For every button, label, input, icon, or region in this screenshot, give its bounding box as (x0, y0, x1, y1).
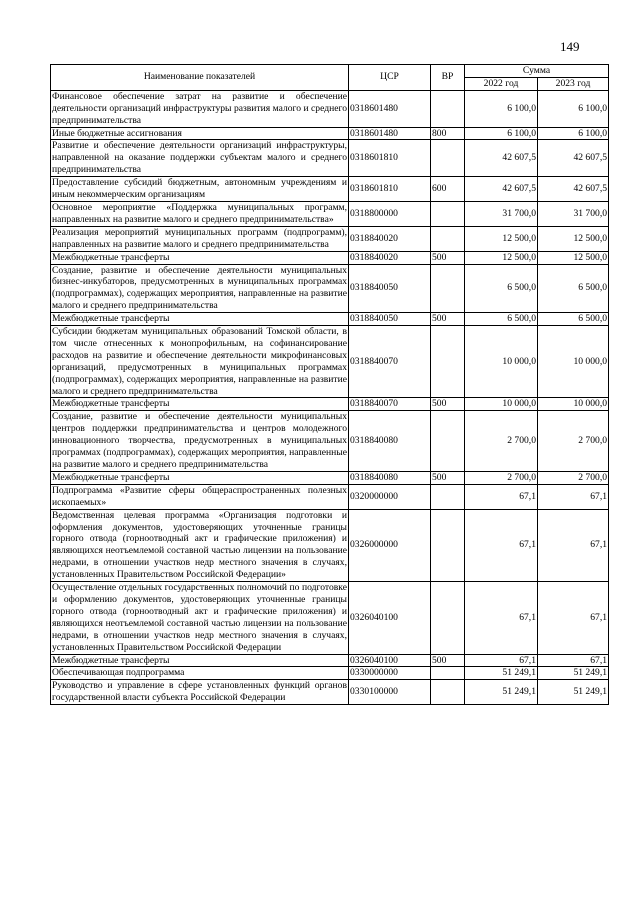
table-row (51, 398, 609, 411)
row-vr-cell: 500 (431, 313, 465, 326)
table-row (51, 177, 609, 202)
row-2022-cell: 6 500,0 (465, 264, 538, 313)
row-2022-cell: 6 500,0 (465, 313, 538, 326)
row-vr-cell (431, 90, 465, 127)
row-vr-cell: 800 (431, 127, 465, 140)
row-2022-cell: 51 249,1 (465, 680, 538, 705)
header-vr: ВР (431, 65, 465, 91)
row-csr-cell: 0330100000 (349, 680, 431, 705)
row-csr-cell: 0318840080 (349, 471, 431, 484)
row-csr-cell: 0326000000 (349, 509, 431, 581)
row-csr-cell: 0318601810 (349, 177, 431, 202)
row-2022-cell: 2 700,0 (465, 411, 538, 472)
row-name-cell: Финансовое обеспечение затрат на развитие и обеспечение деятельности организаций инфраструктуры развития малого и среднего предпринимательства (52, 90, 347, 126)
row-name-cell: Межбюджетные трансферты (51, 251, 349, 264)
row-2023-cell: 10 000,0 (538, 326, 609, 398)
table-row (51, 90, 609, 127)
row-csr-cell: 0320000000 (349, 484, 431, 509)
row-vr-cell: 600 (431, 177, 465, 202)
row-2022-cell: 6 100,0 (465, 90, 538, 127)
table-row (51, 326, 609, 398)
row-2023-cell: 2 700,0 (538, 411, 609, 472)
row-vr-cell: 500 (431, 398, 465, 411)
row-vr-cell (431, 226, 465, 251)
row-csr-cell: 0318840020 (349, 251, 431, 264)
row-vr-cell (431, 201, 465, 226)
table-row (51, 127, 609, 140)
table-row (51, 484, 609, 509)
row-2023-cell: 12 500,0 (538, 251, 609, 264)
table-row (51, 226, 609, 251)
row-2022-cell: 12 500,0 (465, 251, 538, 264)
row-name-cell: Предоставление субсидий бюджетным, автономным учреждениям и иным некоммерческим организациям (52, 177, 347, 201)
row-name-cell: Реализация мероприятий муниципальных программ (подпрограмм), направленных на развитие малого и среднего предпринимательства (52, 226, 347, 250)
row-vr-cell (431, 326, 465, 398)
row-2023-cell: 67,1 (538, 509, 609, 581)
row-name-cell: Подпрограмма «Развитие сферы общераспространенных полезных ископаемых» (52, 484, 347, 508)
table-row (51, 680, 609, 705)
row-2023-cell: 31 700,0 (538, 201, 609, 226)
row-name-cell: Ведомственная целевая программа «Организация подготовки и оформления документов, удостоверяющих уточненные границы горного отвода (горноотводный акт и графические приложения) и являющихся неотъемлемой составной частью лицензии на пользование недрами, в отношении участков недр местного значения в случаях, установленных Правительством Российской Федерации» (52, 509, 347, 581)
row-2023-cell: 67,1 (538, 582, 609, 654)
row-2022-cell: 12 500,0 (465, 226, 538, 251)
row-csr-cell: 0318601480 (349, 127, 431, 140)
row-vr-cell (431, 509, 465, 581)
row-vr-cell (431, 140, 465, 177)
row-2022-cell: 31 700,0 (465, 201, 538, 226)
row-2023-cell: 67,1 (538, 484, 609, 509)
row-2022-cell: 6 100,0 (465, 127, 538, 140)
table-row (51, 509, 609, 581)
row-csr-cell: 0318601810 (349, 140, 431, 177)
row-name-cell: Межбюджетные трансферты (51, 471, 349, 484)
row-name-cell: Субсидии бюджетам муниципальных образований Томской области, в том числе отнесенных к монопрофильным, на софинансирование расходов на развитие и обеспечение деятельности микрофинансовых организаций, предусмотренных в муниципальных программах (подпрограммах), содержащих мероприятия, направленные на развитие малого и среднего предпринимательства (52, 326, 347, 397)
row-name-cell: Развитие и обеспечение деятельности организаций инфраструктуры, направленной на оказание поддержки субъектам малого и среднего предпринимательства (52, 140, 347, 176)
row-2023-cell: 6 100,0 (538, 90, 609, 127)
header-2023: 2023 год (538, 77, 609, 90)
row-name-cell: Межбюджетные трансферты (51, 654, 349, 667)
row-name-cell: Руководство и управление в сфере установленных функций органов государственной власти субъекта Российской Федерации (52, 680, 347, 704)
row-csr-cell: 0318840050 (349, 264, 431, 313)
row-2022-cell: 67,1 (465, 484, 538, 509)
row-vr-cell (431, 484, 465, 509)
table-row (51, 411, 609, 472)
row-csr-cell: 0318840050 (349, 313, 431, 326)
row-2023-cell: 51 249,1 (538, 680, 609, 705)
row-csr-cell: 0318601480 (349, 90, 431, 127)
table-row (51, 251, 609, 264)
table-row (51, 667, 609, 680)
row-csr-cell: 0318840080 (349, 411, 431, 472)
table-row (51, 471, 609, 484)
row-name-cell: Создание, развитие и обеспечение деятельности муниципальных центров поддержки предпринимательства и центров молодежного инновационного творчества, предусмотренных в муниципальных программах (подпрограммах), содержащих мероприятия, направленные на развитие малого и среднего предпринимательства (52, 411, 347, 470)
row-2023-cell: 67,1 (538, 654, 609, 667)
row-2023-cell: 42 607,5 (538, 177, 609, 202)
page-number: 149 (560, 39, 580, 54)
table-row (51, 264, 609, 313)
table-row (51, 582, 609, 654)
row-2022-cell: 10 000,0 (465, 398, 538, 411)
row-2022-cell: 2 700,0 (465, 471, 538, 484)
row-2023-cell: 6 500,0 (538, 313, 609, 326)
row-csr-cell: 0318800000 (349, 201, 431, 226)
row-2022-cell: 42 607,5 (465, 177, 538, 202)
row-vr-cell: 500 (431, 654, 465, 667)
row-vr-cell (431, 680, 465, 705)
row-name-cell: Основное мероприятие «Поддержка муниципальных программ, направленных на развитие малого и среднего предпринимательства» (52, 201, 347, 225)
row-csr-cell: 0318840070 (349, 398, 431, 411)
header-csr: ЦСР (349, 65, 431, 91)
row-name-cell: Обеспечивающая подпрограмма (51, 667, 349, 680)
row-csr-cell: 0326040100 (349, 654, 431, 667)
header-name: Наименование показателей (51, 65, 349, 91)
row-name-cell: Иные бюджетные ассигнования (51, 127, 349, 140)
row-2022-cell: 67,1 (465, 582, 538, 654)
row-2022-cell: 67,1 (465, 654, 538, 667)
header-sum: Сумма (465, 65, 609, 78)
row-2022-cell: 51 249,1 (465, 667, 538, 680)
row-name-cell: Создание, развитие и обеспечение деятельности муниципальных бизнес-инкубаторов, предусмотренных в муниципальных программах (подпрограммах), содержащих мероприятия, направленные на развитие малого и среднего предпринимательства (52, 264, 347, 312)
row-2023-cell: 6 500,0 (538, 264, 609, 313)
budget-table (50, 64, 609, 705)
row-vr-cell (431, 411, 465, 472)
row-2023-cell: 10 000,0 (538, 398, 609, 411)
row-vr-cell: 500 (431, 251, 465, 264)
row-2022-cell: 42 607,5 (465, 140, 538, 177)
row-2023-cell: 2 700,0 (538, 471, 609, 484)
row-name-cell: Осуществление отдельных государственных полномочий по подготовке и оформлению документов, удостоверяющих уточненные границы горного отвода (горноотводный акт и графические приложения) и являющихся неотъемлемой составной частью лицензии на пользование недрами, в отношении участков недр местного значения в случаях, установленных Правительством Российской Федерации (52, 582, 347, 653)
row-name-cell: Межбюджетные трансферты (51, 313, 349, 326)
row-name-cell: Межбюджетные трансферты (51, 398, 349, 411)
header-2022: 2022 год (465, 77, 538, 90)
table-body (51, 90, 609, 704)
table-row (51, 313, 609, 326)
row-csr-cell: 0318840020 (349, 226, 431, 251)
row-2022-cell: 67,1 (465, 509, 538, 581)
row-2023-cell: 12 500,0 (538, 226, 609, 251)
row-2022-cell: 10 000,0 (465, 326, 538, 398)
row-vr-cell (431, 667, 465, 680)
table-row (51, 201, 609, 226)
row-2023-cell: 6 100,0 (538, 127, 609, 140)
row-csr-cell: 0318840070 (349, 326, 431, 398)
row-csr-cell: 0330000000 (349, 667, 431, 680)
row-vr-cell (431, 582, 465, 654)
table-row (51, 140, 609, 177)
row-2023-cell: 42 607,5 (538, 140, 609, 177)
row-vr-cell: 500 (431, 471, 465, 484)
row-vr-cell (431, 264, 465, 313)
table-row (51, 654, 609, 667)
row-2023-cell: 51 249,1 (538, 667, 609, 680)
row-csr-cell: 0326040100 (349, 582, 431, 654)
